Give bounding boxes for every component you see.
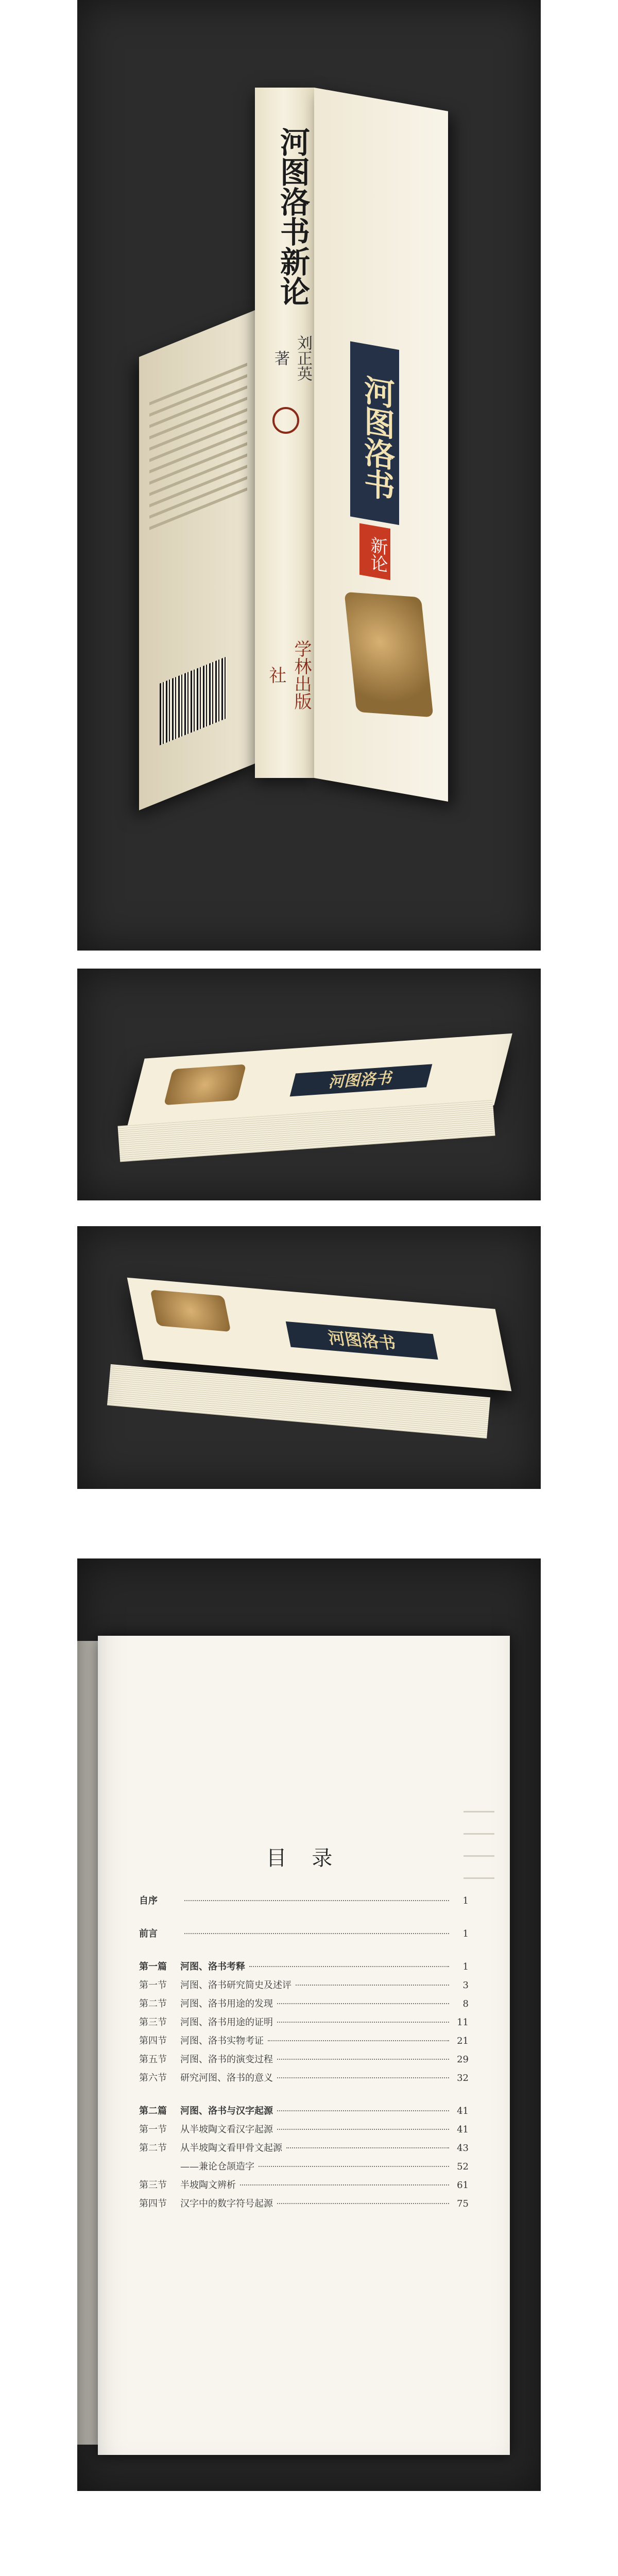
front-cover-angled bbox=[314, 88, 448, 802]
toc-row bbox=[139, 2071, 469, 2089]
toc-section: 第四节 bbox=[139, 2036, 167, 2046]
toc-title: 半坡陶文辨析 bbox=[180, 2180, 236, 2191]
toc-section: 第六节 bbox=[139, 2073, 167, 2083]
toc-section: 第一节 bbox=[139, 2124, 167, 2135]
toc-leader bbox=[277, 2077, 449, 2078]
toc-leader bbox=[277, 2003, 449, 2004]
toc-row bbox=[139, 2104, 469, 2122]
toc-leader bbox=[184, 1933, 449, 1934]
toc-leader bbox=[277, 2110, 449, 2111]
toc-page-number: 1 bbox=[462, 1928, 469, 1939]
artifact-thumbnail-2 bbox=[150, 1290, 231, 1332]
toc-page-number: 8 bbox=[462, 1998, 469, 2009]
toc-row bbox=[139, 2196, 469, 2215]
toc-page-number: 41 bbox=[457, 2106, 469, 2116]
barcode bbox=[160, 656, 227, 745]
toc-leader bbox=[286, 2147, 449, 2148]
toc-section: 第五节 bbox=[139, 2054, 167, 2065]
toc-row bbox=[139, 2033, 469, 2052]
toc-row bbox=[139, 2015, 469, 2033]
toc-section: 第三节 bbox=[139, 2180, 167, 2191]
toc-title: 汉字中的数字符号起源 bbox=[180, 2198, 273, 2209]
toc-title: 河图、洛书的演变过程 bbox=[180, 2054, 273, 2065]
jade-artifact-image bbox=[344, 592, 433, 718]
toc-section: 前言 bbox=[139, 1928, 158, 1939]
toc-title: ——兼论仓颉造字 bbox=[180, 2161, 254, 2172]
toc-title: 河图、洛书研究简史及述评 bbox=[180, 1980, 291, 1991]
toc-leader bbox=[259, 2166, 449, 2167]
toc-section: 第二节 bbox=[139, 1998, 167, 2009]
toc-section: 第一篇 bbox=[139, 1961, 167, 1972]
toc-row bbox=[139, 1893, 469, 1912]
spine-title: 河图洛书新论 bbox=[275, 127, 310, 306]
toc-leader bbox=[277, 2059, 449, 2060]
toc-title: 河图、洛书与汉字起源 bbox=[180, 2106, 273, 2116]
toc-row bbox=[139, 1996, 469, 2015]
spine-author: 刘正英 著 bbox=[271, 335, 312, 381]
toc-page bbox=[98, 1636, 510, 2455]
toc-title: 从半坡陶文看甲骨文起源 bbox=[180, 2143, 282, 2154]
back-cover bbox=[139, 309, 258, 810]
toc-section: 第二篇 bbox=[139, 2106, 167, 2116]
toc-row bbox=[139, 2178, 469, 2196]
photo-table-of-contents bbox=[77, 1558, 541, 2491]
toc-leader bbox=[249, 1966, 449, 1967]
photo-book-flat-1 bbox=[77, 969, 541, 1200]
toc-page-number: 29 bbox=[457, 2054, 469, 2065]
toc-row bbox=[139, 1978, 469, 1996]
toc-page-number: 75 bbox=[457, 2198, 469, 2209]
toc-page-number: 1 bbox=[462, 1961, 469, 1972]
photo-spine-view bbox=[77, 0, 541, 951]
book-spine bbox=[255, 88, 314, 778]
toc-title: 河图、洛书用途的发现 bbox=[180, 1998, 273, 2009]
toc-section: 第二节 bbox=[139, 2143, 167, 2154]
cover-title-strip: 河图洛书 bbox=[290, 1064, 433, 1096]
spine-publisher: 学林出版社 bbox=[266, 640, 312, 710]
toc-leader bbox=[296, 1985, 449, 1986]
toc-leader bbox=[277, 2022, 449, 2023]
toc-section: 第三节 bbox=[139, 2017, 167, 2028]
toc-row bbox=[139, 1926, 469, 1945]
toc-title: 研究河图、洛书的意义 bbox=[180, 2073, 273, 2083]
artifact-thumbnail bbox=[164, 1064, 247, 1106]
photo-book-flat-2 bbox=[77, 1226, 541, 1489]
toc-section: 第一节 bbox=[139, 1980, 167, 1991]
toc-heading: 目 录 bbox=[266, 1846, 342, 1870]
cover-title-strip-2: 河图洛书 bbox=[286, 1321, 438, 1360]
toc-leader bbox=[184, 1900, 449, 1901]
toc-page-number: 41 bbox=[457, 2124, 469, 2135]
toc-row bbox=[139, 2052, 469, 2071]
back-cover-text-block bbox=[149, 354, 247, 538]
toc-row bbox=[139, 2122, 469, 2141]
toc-row bbox=[139, 2141, 469, 2159]
toc-leader bbox=[277, 2203, 449, 2204]
toc-section: 自序 bbox=[139, 1895, 158, 1906]
front-title-block: 河图洛书 bbox=[350, 341, 399, 525]
toc-row bbox=[139, 2159, 469, 2178]
toc-page-number: 11 bbox=[457, 2017, 469, 2028]
toc-leader bbox=[240, 2184, 449, 2185]
front-subtitle-block: 新论 bbox=[359, 523, 390, 581]
toc-title: 河图、洛书用途的证明 bbox=[180, 2017, 273, 2028]
toc-row bbox=[139, 1959, 469, 1978]
toc-page-number: 43 bbox=[457, 2143, 469, 2154]
toc-title: 河图、洛书考释 bbox=[180, 1961, 245, 1972]
toc-title: 河图、洛书实物考证 bbox=[180, 2036, 264, 2046]
toc-leader bbox=[277, 2129, 449, 2130]
toc-page-number: 61 bbox=[457, 2180, 469, 2191]
toc-page-number: 32 bbox=[457, 2073, 469, 2083]
toc-section: 第四节 bbox=[139, 2198, 167, 2209]
toc-list bbox=[139, 1893, 469, 2215]
toc-leader bbox=[268, 2040, 449, 2041]
toc-page-number: 3 bbox=[462, 1980, 469, 1991]
publisher-logo-icon bbox=[272, 407, 299, 434]
toc-page-number: 1 bbox=[462, 1895, 469, 1906]
toc-page-number: 52 bbox=[457, 2161, 469, 2172]
toc-title: 从半坡陶文看汉字起源 bbox=[180, 2124, 273, 2135]
toc-page-number: 21 bbox=[457, 2036, 469, 2046]
